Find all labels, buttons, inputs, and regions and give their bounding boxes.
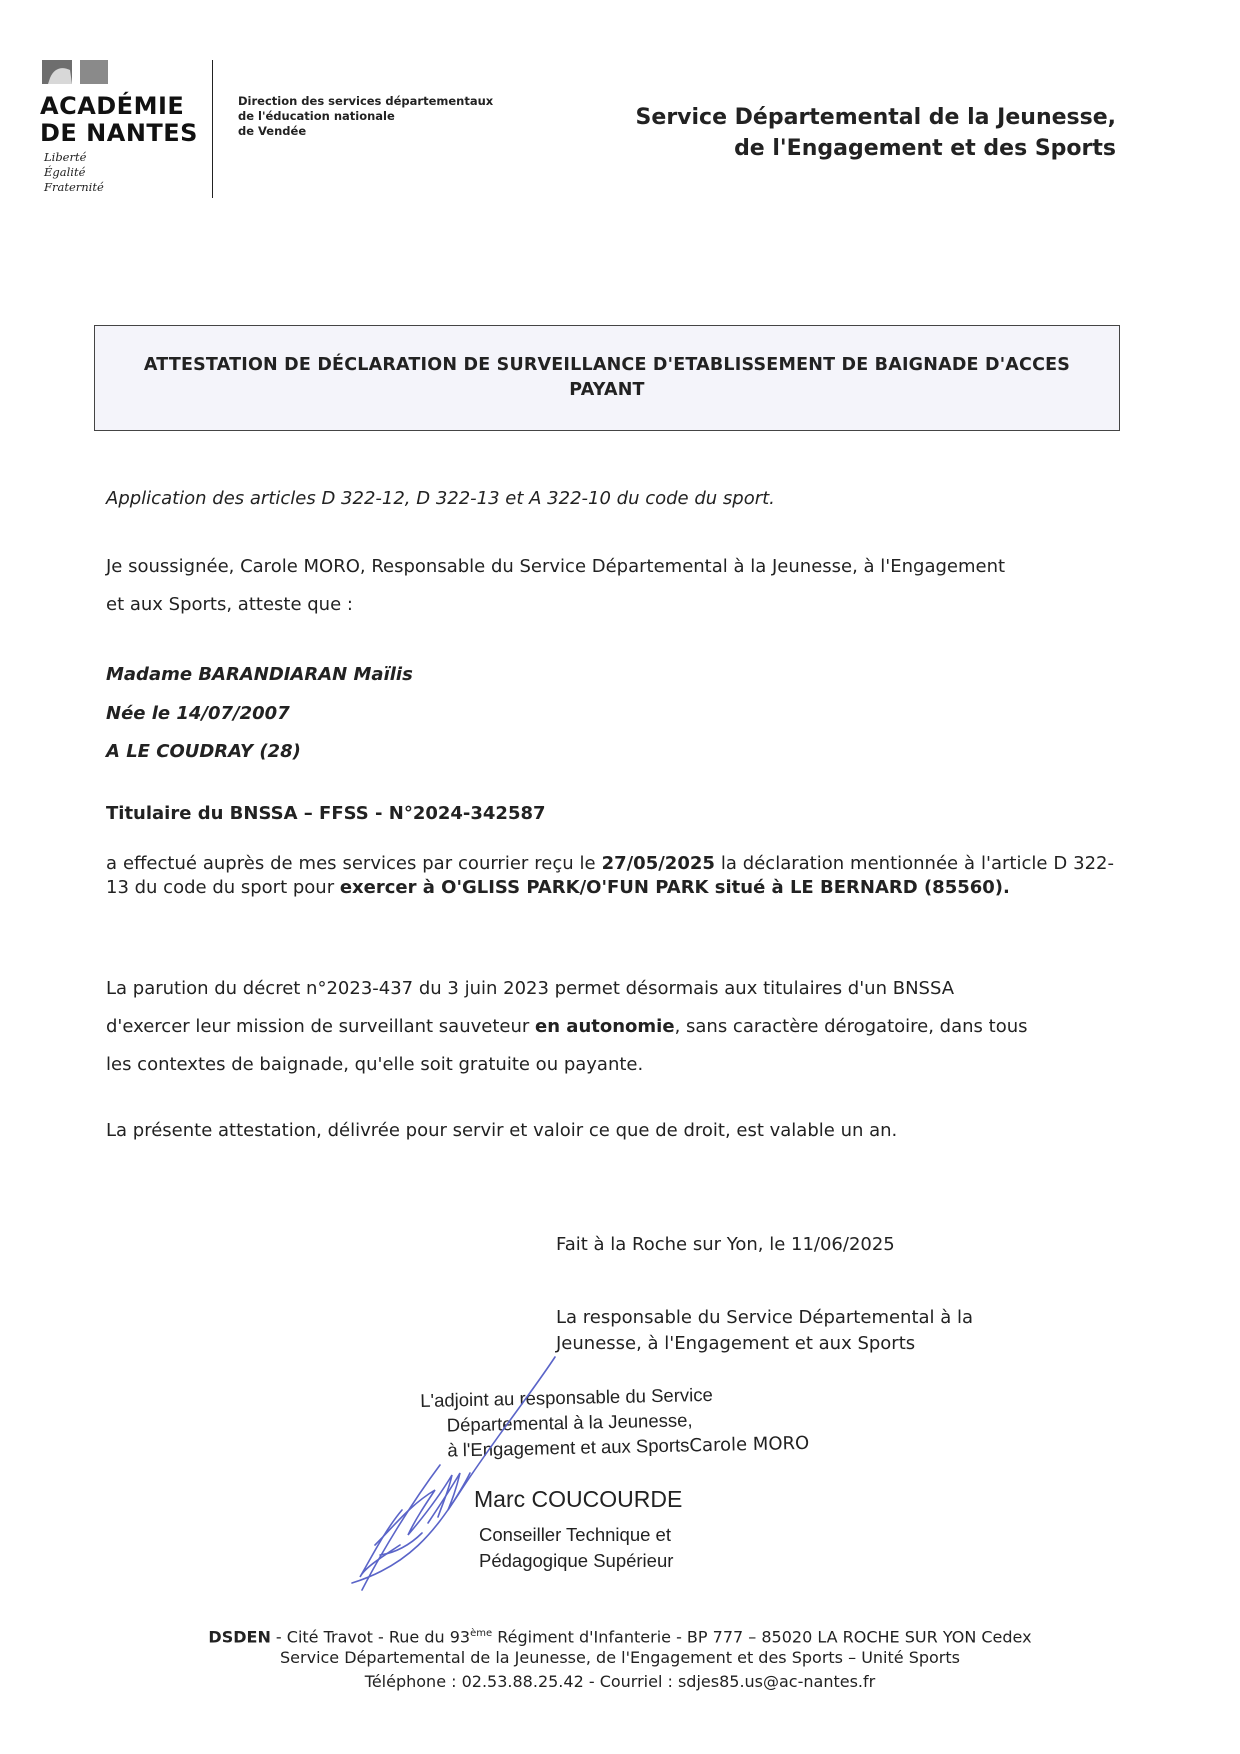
deputy-title-line2: Pédagogique Supérieur	[479, 1550, 674, 1571]
motto-egalite: Égalité	[44, 165, 86, 179]
titulaire-line: Titulaire du BNSSA – FFSS - N°2024-342587	[106, 803, 546, 824]
intro-line2: et aux Sports, atteste que :	[106, 594, 353, 615]
deputy-name: Marc COUCOURDE	[474, 1486, 683, 1512]
birth-date: Née le 14/07/2007	[106, 703, 290, 724]
declaration-paragraph	[106, 852, 1114, 900]
footer-contact: Téléphone : 02.53.88.25.42 - Courriel : sdjes85.us@ac-nantes.fr	[364, 1672, 876, 1691]
attestation-title	[144, 353, 1070, 403]
handwritten-signature-icon	[340, 1355, 580, 1595]
signer-role-line2: Jeunesse, à l'Engagement et aux Sports	[556, 1333, 916, 1354]
decret-line1: La parution du décret n°2023-437 du 3 juin 2023 permet désormais aux titulaires d'un BNSSA	[106, 978, 955, 999]
attestation-title-box	[94, 325, 1120, 431]
declaration-place: exercer à O'GLISS PARK/O'FUN PARK situé à LE BERNARD (85560).	[339, 877, 1010, 898]
footer-service: Service Départemental de la Jeunesse, de l'Engagement et des Sports – Unité Sports	[280, 1648, 960, 1667]
stamp-line3-text: à l'Engagement et aux Sports	[447, 1434, 690, 1461]
attestation-title-line2: PAYANT	[569, 380, 645, 400]
stamp-line1: L'adjoint au responsable du Service	[420, 1383, 713, 1411]
header-divider	[212, 60, 213, 198]
motto-liberte: Liberté	[44, 150, 87, 164]
decret-autonomie: en autonomie	[535, 1016, 675, 1037]
attestation-title-line1: ATTESTATION DE DÉCLARATION DE SURVEILLANCE D'ETABLISSEMENT DE BAIGNADE D'ACCES	[143, 355, 1071, 375]
service-title-line1: Service Départemental de la Jeunesse,	[635, 105, 1116, 130]
signer-role-line1: La responsable du Service Départemental à la	[556, 1307, 974, 1328]
footer-dsden: DSDEN	[208, 1627, 271, 1647]
direction-line1: Direction des services départementaux	[238, 94, 494, 108]
marianne-logo-icon	[42, 58, 110, 86]
application-articles: Application des articles D 322-12, D 322-13 et A 322-10 du code du sport.	[106, 488, 775, 509]
stamp-line2: Départemental à la Jeunesse,	[446, 1409, 693, 1436]
service-title	[636, 102, 1116, 164]
direction-line3: de Vendée	[238, 124, 307, 138]
birth-place: A LE COUDRAY (28)	[106, 741, 301, 762]
service-title-line2: de l'Engagement et des Sports	[734, 136, 1116, 161]
validity-statement: La présente attestation, délivrée pour servir et valoir ce que de droit, est valable un an.	[106, 1120, 898, 1141]
declaration-text-a: a effectué auprès de mes services par courrier reçu le	[106, 853, 602, 874]
place-date: Fait à la Roche sur Yon, le 11/06/2025	[556, 1234, 895, 1255]
academie-name-line1: ACADÉMIE	[40, 92, 185, 120]
academie-name-line2: DE NANTES	[40, 119, 198, 147]
deputy-title-line1: Conseiller Technique et	[479, 1524, 671, 1545]
declaration-date: 27/05/2025	[601, 853, 715, 874]
footer-address-sup: ème	[470, 1628, 493, 1639]
signer-name: Carole MORO	[689, 1432, 810, 1457]
declaration-text-b: la déclaration mentionnée à l'article D 322-13 du code du sport pour	[106, 853, 1114, 898]
decret-line2-b: , sans caractère dérogatoire, dans tous	[674, 1016, 1028, 1037]
direction-line2: de l'éducation nationale	[238, 109, 395, 123]
intro-line1: Je soussignée, Carole MORO, Responsable du Service Départemental à la Jeunesse, à l'Engagement	[106, 556, 1006, 577]
motto-fraternite: Fraternité	[44, 180, 104, 194]
signer-role	[556, 1305, 973, 1357]
footer-address-a: - Cité Travot - Rue du 93	[270, 1627, 471, 1647]
decret-line3: les contextes de baignade, qu'elle soit gratuite ou payante.	[106, 1054, 644, 1075]
decret-line2-a: d'exercer leur mission de surveillant sauveteur	[106, 1016, 536, 1037]
intro-paragraph	[106, 548, 1114, 624]
decret-line2	[106, 1008, 1114, 1046]
footer-address-b: Régiment d'Infanterie - BP 777 – 85020 LA ROCHE SUR YON Cedex	[492, 1627, 1032, 1647]
person-name: Madame BARANDIARAN Maïlis	[106, 664, 413, 685]
decret-paragraph	[106, 970, 1114, 1084]
